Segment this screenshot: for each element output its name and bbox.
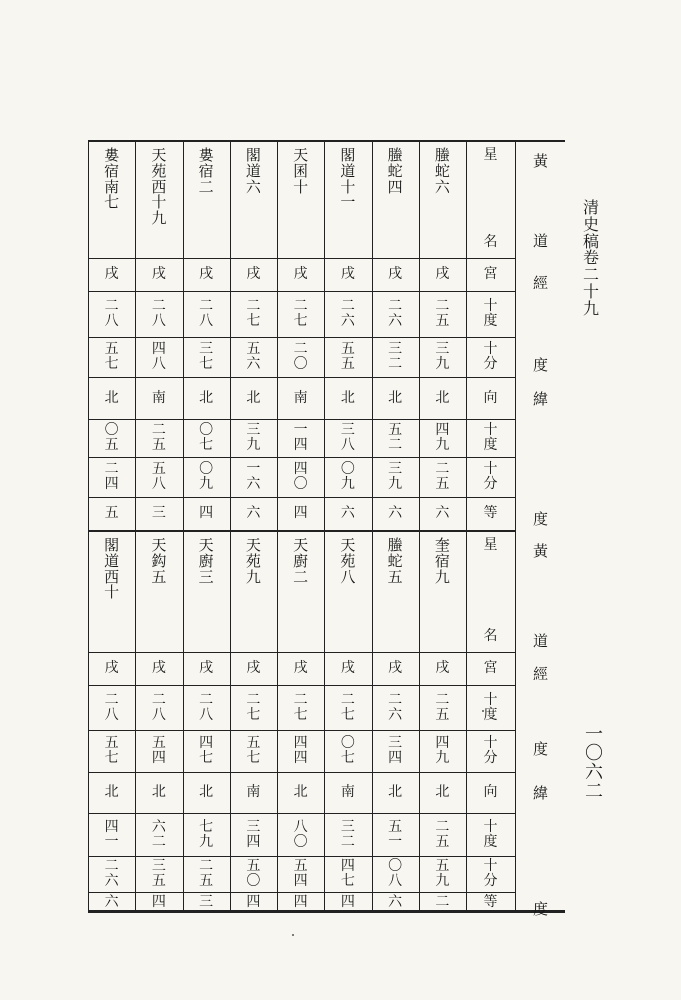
table-rule [515, 140, 516, 912]
value-cell: 北 [151, 784, 166, 801]
value-cell: 〇 九 [199, 461, 214, 492]
value-cell: 〇 七 [340, 735, 355, 766]
gutter-label: 度 [533, 740, 549, 758]
row-label: 十 度 [483, 298, 498, 329]
row-label: 星 名 [483, 537, 498, 645]
value-cell: 〇 九 [340, 461, 355, 492]
value-cell: 北 [293, 784, 308, 801]
star-name-cell: 天 苑 西 十 九 [151, 146, 167, 227]
star-name-cell: 螣 蛇 五 [387, 536, 403, 586]
gutter-label: 緯 [533, 784, 549, 802]
value-cell: 二 〇 [293, 341, 308, 372]
value-cell: 南 [293, 389, 308, 406]
value-cell: 三 九 [388, 461, 403, 492]
value-cell: 二 八 [151, 298, 166, 329]
value-cell: 戌 [293, 266, 308, 283]
row-label: 向 [483, 784, 498, 801]
gutter-label: 經 [533, 665, 549, 683]
value-cell: 三 九 [246, 422, 261, 453]
row-label: 等 [483, 893, 498, 910]
value-cell: 戌 [199, 660, 214, 677]
value-cell: 八 〇 [293, 818, 308, 850]
value-cell: 二 五 [435, 298, 450, 329]
value-cell: 四 〇 [293, 461, 308, 492]
value-cell: 北 [435, 389, 450, 406]
gutter-label: 緯 [533, 390, 549, 408]
value-cell: 五 二 [388, 422, 403, 453]
value-cell: 五 七 [104, 341, 119, 372]
gutter-label: 道 [533, 632, 549, 650]
value-cell: 二 七 [293, 298, 308, 329]
row-label: 等 [483, 505, 498, 522]
value-cell: 一 四 [293, 422, 308, 453]
row-label: 十 分 [483, 858, 498, 889]
value-cell: 三 [199, 893, 214, 910]
value-cell: 四 [246, 893, 261, 910]
value-cell: 五 一 [388, 818, 403, 850]
value-cell: 三 四 [388, 735, 403, 766]
value-cell: 戌 [246, 266, 261, 283]
value-cell: 〇 八 [388, 858, 403, 889]
value-cell: 北 [340, 389, 355, 406]
gutter-label: 黃 [533, 152, 549, 170]
running-title: 清 史 稿 卷 二 十 九 [583, 198, 601, 318]
value-cell: 六 二 [151, 818, 166, 850]
value-cell: 七 九 [199, 818, 214, 850]
value-cell: 三 四 [246, 818, 261, 850]
value-cell: 五 六 [246, 341, 261, 372]
value-cell: 二 六 [340, 298, 355, 329]
star-name-cell: 天 囷 十 [293, 146, 309, 196]
star-name-cell: 天 苑 九 [245, 536, 261, 586]
value-cell: 二 八 [104, 298, 119, 329]
value-cell: 四 [293, 893, 308, 910]
value-cell: 南 [340, 784, 355, 801]
value-cell: 二 七 [340, 691, 355, 723]
value-cell: 戌 [104, 660, 119, 677]
value-cell: 二 五 [199, 858, 214, 889]
value-cell: 四 [199, 505, 214, 522]
value-cell: 五 [104, 505, 119, 522]
value-cell: 戌 [199, 266, 214, 283]
star-catalog-table [88, 140, 565, 918]
gutter-label: 道 [533, 232, 549, 250]
row-label: 十 分 [483, 461, 498, 492]
value-cell: 北 [104, 784, 119, 801]
value-cell: 六 [388, 893, 403, 910]
gutter-label: 度 [533, 510, 549, 528]
value-cell: 二 七 [246, 691, 261, 723]
value-cell: 五 四 [151, 735, 166, 766]
row-label: 十 度 [483, 691, 498, 723]
row-label: 十 度 [483, 422, 498, 453]
star-name-cell: 天 鈎 五 [151, 536, 167, 586]
value-cell: 二 四 [104, 461, 119, 492]
value-cell: 二 八 [199, 691, 214, 723]
value-cell: 六 [388, 505, 403, 522]
value-cell: 二 六 [388, 691, 403, 723]
gutter-label: 度 [533, 900, 549, 918]
value-cell: 南 [246, 784, 261, 801]
value-cell: 六 [435, 505, 450, 522]
row-label: 宮 [483, 266, 498, 283]
value-cell: 北 [104, 389, 119, 406]
value-cell: 戌 [151, 660, 166, 677]
value-cell: 三 七 [199, 341, 214, 372]
star-name-cell: 天 苑 八 [340, 536, 356, 586]
value-cell: 五 〇 [246, 858, 261, 889]
value-cell: 北 [388, 784, 403, 801]
value-cell: 戌 [340, 266, 355, 283]
star-name-cell: 天 廚 三 [198, 536, 214, 586]
value-cell: 戌 [340, 660, 355, 677]
value-cell: 南 [151, 389, 166, 406]
value-cell: 三 二 [340, 818, 355, 850]
value-cell: 四 九 [435, 422, 450, 453]
value-cell: 五 四 [293, 858, 308, 889]
value-cell: 戌 [435, 660, 450, 677]
value-cell: 二 六 [104, 858, 119, 889]
value-cell: 二 八 [199, 298, 214, 329]
value-cell: 五 七 [246, 735, 261, 766]
row-label: 十 度 [483, 818, 498, 850]
value-cell: 一 六 [246, 461, 261, 492]
star-name-cell: 天 廚 二 [293, 536, 309, 586]
value-cell: 四 八 [151, 341, 166, 372]
star-name-cell: 閣 道 六 [245, 146, 261, 196]
star-name-cell: 螣 蛇 六 [434, 146, 450, 196]
value-cell: 〇 七 [199, 422, 214, 453]
value-cell: 戌 [104, 266, 119, 283]
row-label: 星 名 [483, 147, 498, 251]
value-cell: 北 [246, 389, 261, 406]
star-name-cell: 螣 蛇 四 [387, 146, 403, 196]
gutter-label: 黃 [533, 542, 549, 560]
value-cell: 五 八 [151, 461, 166, 492]
star-name-cell: 閣 道 西 十 [104, 536, 120, 602]
gutter-label: 經 [533, 274, 549, 292]
value-cell: 北 [435, 784, 450, 801]
value-cell: 北 [199, 784, 214, 801]
value-cell: 二 七 [246, 298, 261, 329]
speck [482, 710, 484, 712]
value-cell: 二 五 [435, 461, 450, 492]
value-cell: 北 [199, 389, 214, 406]
value-cell: 四 七 [340, 858, 355, 889]
row-label: 十 分 [483, 341, 498, 372]
value-cell: 〇 五 [104, 422, 119, 453]
value-cell: 三 八 [340, 422, 355, 453]
value-cell: 五 九 [435, 858, 450, 889]
value-cell: 戌 [388, 266, 403, 283]
value-cell: 四 [340, 893, 355, 910]
value-cell: 五 七 [104, 735, 119, 766]
speck [292, 934, 294, 936]
value-cell: 北 [388, 389, 403, 406]
value-cell: 六 [246, 505, 261, 522]
row-label: 十 分 [483, 735, 498, 766]
page-number: 一 〇 六 二 [585, 724, 603, 802]
value-cell: 二 八 [151, 691, 166, 723]
value-cell: 戌 [151, 266, 166, 283]
value-cell: 四 七 [199, 735, 214, 766]
value-cell: 二 六 [388, 298, 403, 329]
star-name-cell: 婁 宿 南 七 [104, 146, 120, 212]
star-name-cell: 閣 道 十 一 [340, 146, 356, 212]
value-cell: 二 五 [435, 818, 450, 850]
value-cell: 二 七 [293, 691, 308, 723]
value-cell: 三 二 [388, 341, 403, 372]
value-cell: 二 [435, 893, 450, 910]
value-cell: 六 [104, 893, 119, 910]
value-cell: 戌 [246, 660, 261, 677]
value-cell: 二 五 [435, 691, 450, 723]
value-cell: 戌 [435, 266, 450, 283]
value-cell: 六 [340, 505, 355, 522]
value-cell: 四 四 [293, 735, 308, 766]
value-cell: 戌 [388, 660, 403, 677]
row-label: 向 [483, 389, 498, 406]
value-cell: 三 九 [435, 341, 450, 372]
value-cell: 五 五 [340, 341, 355, 372]
value-cell: 四 [293, 505, 308, 522]
value-cell: 三 五 [151, 858, 166, 889]
gutter-label: 度 [533, 356, 549, 374]
value-cell: 四 [151, 893, 166, 910]
value-cell: 二 五 [151, 422, 166, 453]
star-name-cell: 婁 宿 二 [198, 146, 214, 196]
value-cell: 戌 [293, 660, 308, 677]
value-cell: 四 一 [104, 818, 119, 850]
value-cell: 三 [151, 505, 166, 522]
star-name-cell: 奎 宿 九 [434, 536, 450, 586]
value-cell: 二 八 [104, 691, 119, 723]
row-label: 宮 [483, 660, 498, 677]
value-cell: 四 九 [435, 735, 450, 766]
